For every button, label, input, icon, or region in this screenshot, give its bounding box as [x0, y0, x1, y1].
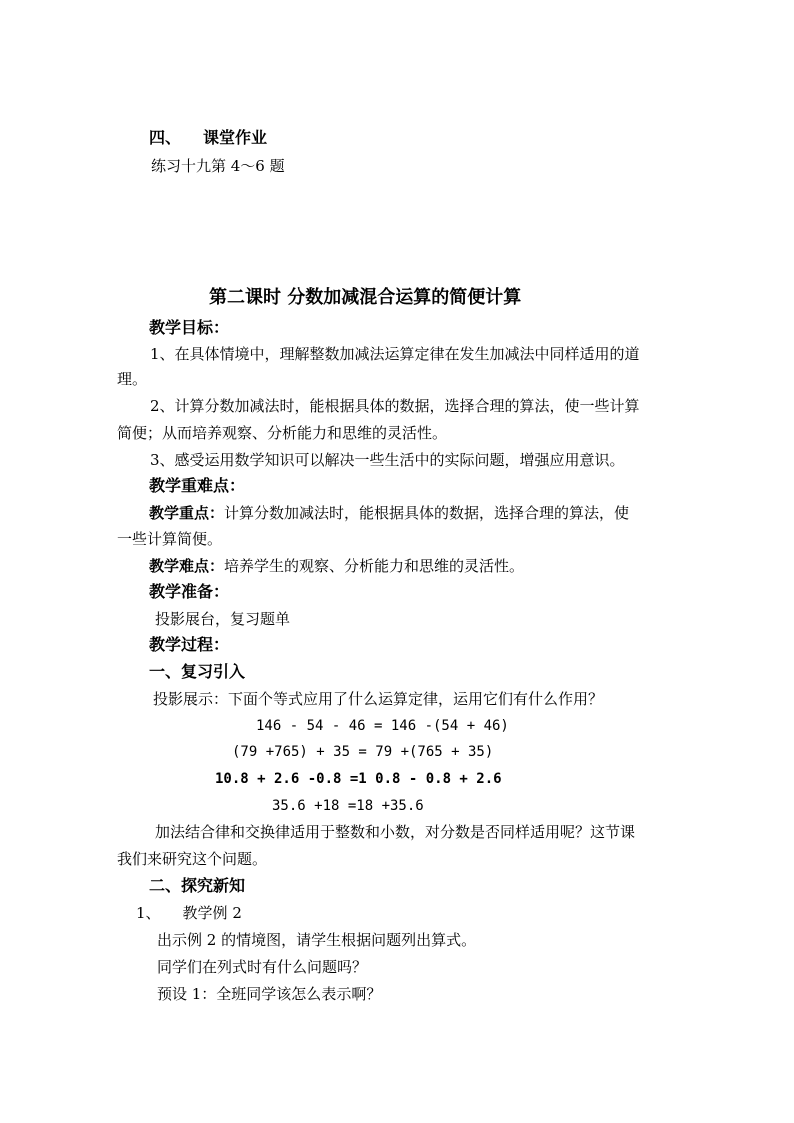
- equation-1: 146 - 54 - 46 = 146 -(54 + 46): [256, 718, 509, 734]
- example-heading: [136, 903, 242, 923]
- part-1-paragraph-line-2: 我们来研究这个问题。: [117, 850, 268, 868]
- prep-text: 投影展台，复习题单: [155, 610, 291, 628]
- part-1-heading: 一、复习引入: [149, 662, 246, 681]
- goal-1-line-2: 理。: [117, 370, 148, 388]
- goals-heading: 教学目标：: [149, 318, 230, 337]
- example-line-2: 同学们在列式时有什么问题吗？: [157, 958, 368, 976]
- process-heading: 教学过程：: [149, 635, 230, 654]
- goal-2-line-2: 简便；从而培养观察、分析能力和思维的灵活性。: [117, 424, 448, 442]
- homework-content: 练习十九第 4～6 题: [151, 157, 285, 175]
- key-point-label: 教学重点：: [149, 504, 225, 522]
- part-1-paragraph-line-1: 加法结合律和交换律适用于整数和小数，对分数是否同样适用呢？这节课: [155, 823, 636, 841]
- goal-3: 3、感受运用数学知识可以解决一些生活中的实际问题，增强应用意识。: [150, 451, 625, 469]
- section-title: 课堂作业: [203, 128, 268, 147]
- part-1-intro: 投影展示：下面个等式应用了什么运算定律，运用它们有什么作用？: [153, 690, 604, 708]
- goal-2-line-1: 2、计算分数加减法时，能根据具体的数据，选择合理的算法，使一些计算: [150, 397, 640, 415]
- prep-heading: 教学准备：: [149, 582, 230, 601]
- equation-2: (79 +765) + 35 = 79 +(765 + 35): [232, 744, 494, 760]
- key-point-line-1: [149, 503, 629, 523]
- equation-4: 35.6 +18 =18 +35.6: [272, 798, 424, 814]
- section-heading-homework: [149, 128, 267, 148]
- lesson-title: 第二课时 分数加减混合运算的简便计算: [209, 287, 522, 308]
- part-2-heading: 二、探究新知: [149, 876, 246, 895]
- example-number: 1、: [136, 904, 161, 922]
- example-title: 教学例 2: [182, 904, 242, 922]
- goal-1-line-1: 1、在具体情境中，理解整数加减法运算定律在发生加减法中同样适用的道: [150, 345, 640, 363]
- section-number: 四、: [149, 128, 182, 147]
- example-line-3: 预设 1：全班同学该怎么表示啊？: [157, 985, 382, 1003]
- example-line-1: 出示例 2 的情境图，请学生根据问题列出算式。: [157, 931, 477, 949]
- difficult-point: [149, 556, 524, 576]
- difficult-point-text: 培养学生的观察、分析能力和思维的灵活性。: [224, 557, 525, 575]
- difficult-point-label: 教学难点：: [149, 557, 225, 575]
- equation-3: 10.8 + 2.6 -0.8 =1 0.8 - 0.8 + 2.6: [215, 771, 502, 787]
- key-difficult-heading: 教学重难点：: [149, 476, 246, 495]
- key-point-line-2: 一些计算简便。: [117, 530, 223, 548]
- key-point-text: 计算分数加减法时，能根据具体的数据，选择合理的算法，使: [224, 504, 630, 522]
